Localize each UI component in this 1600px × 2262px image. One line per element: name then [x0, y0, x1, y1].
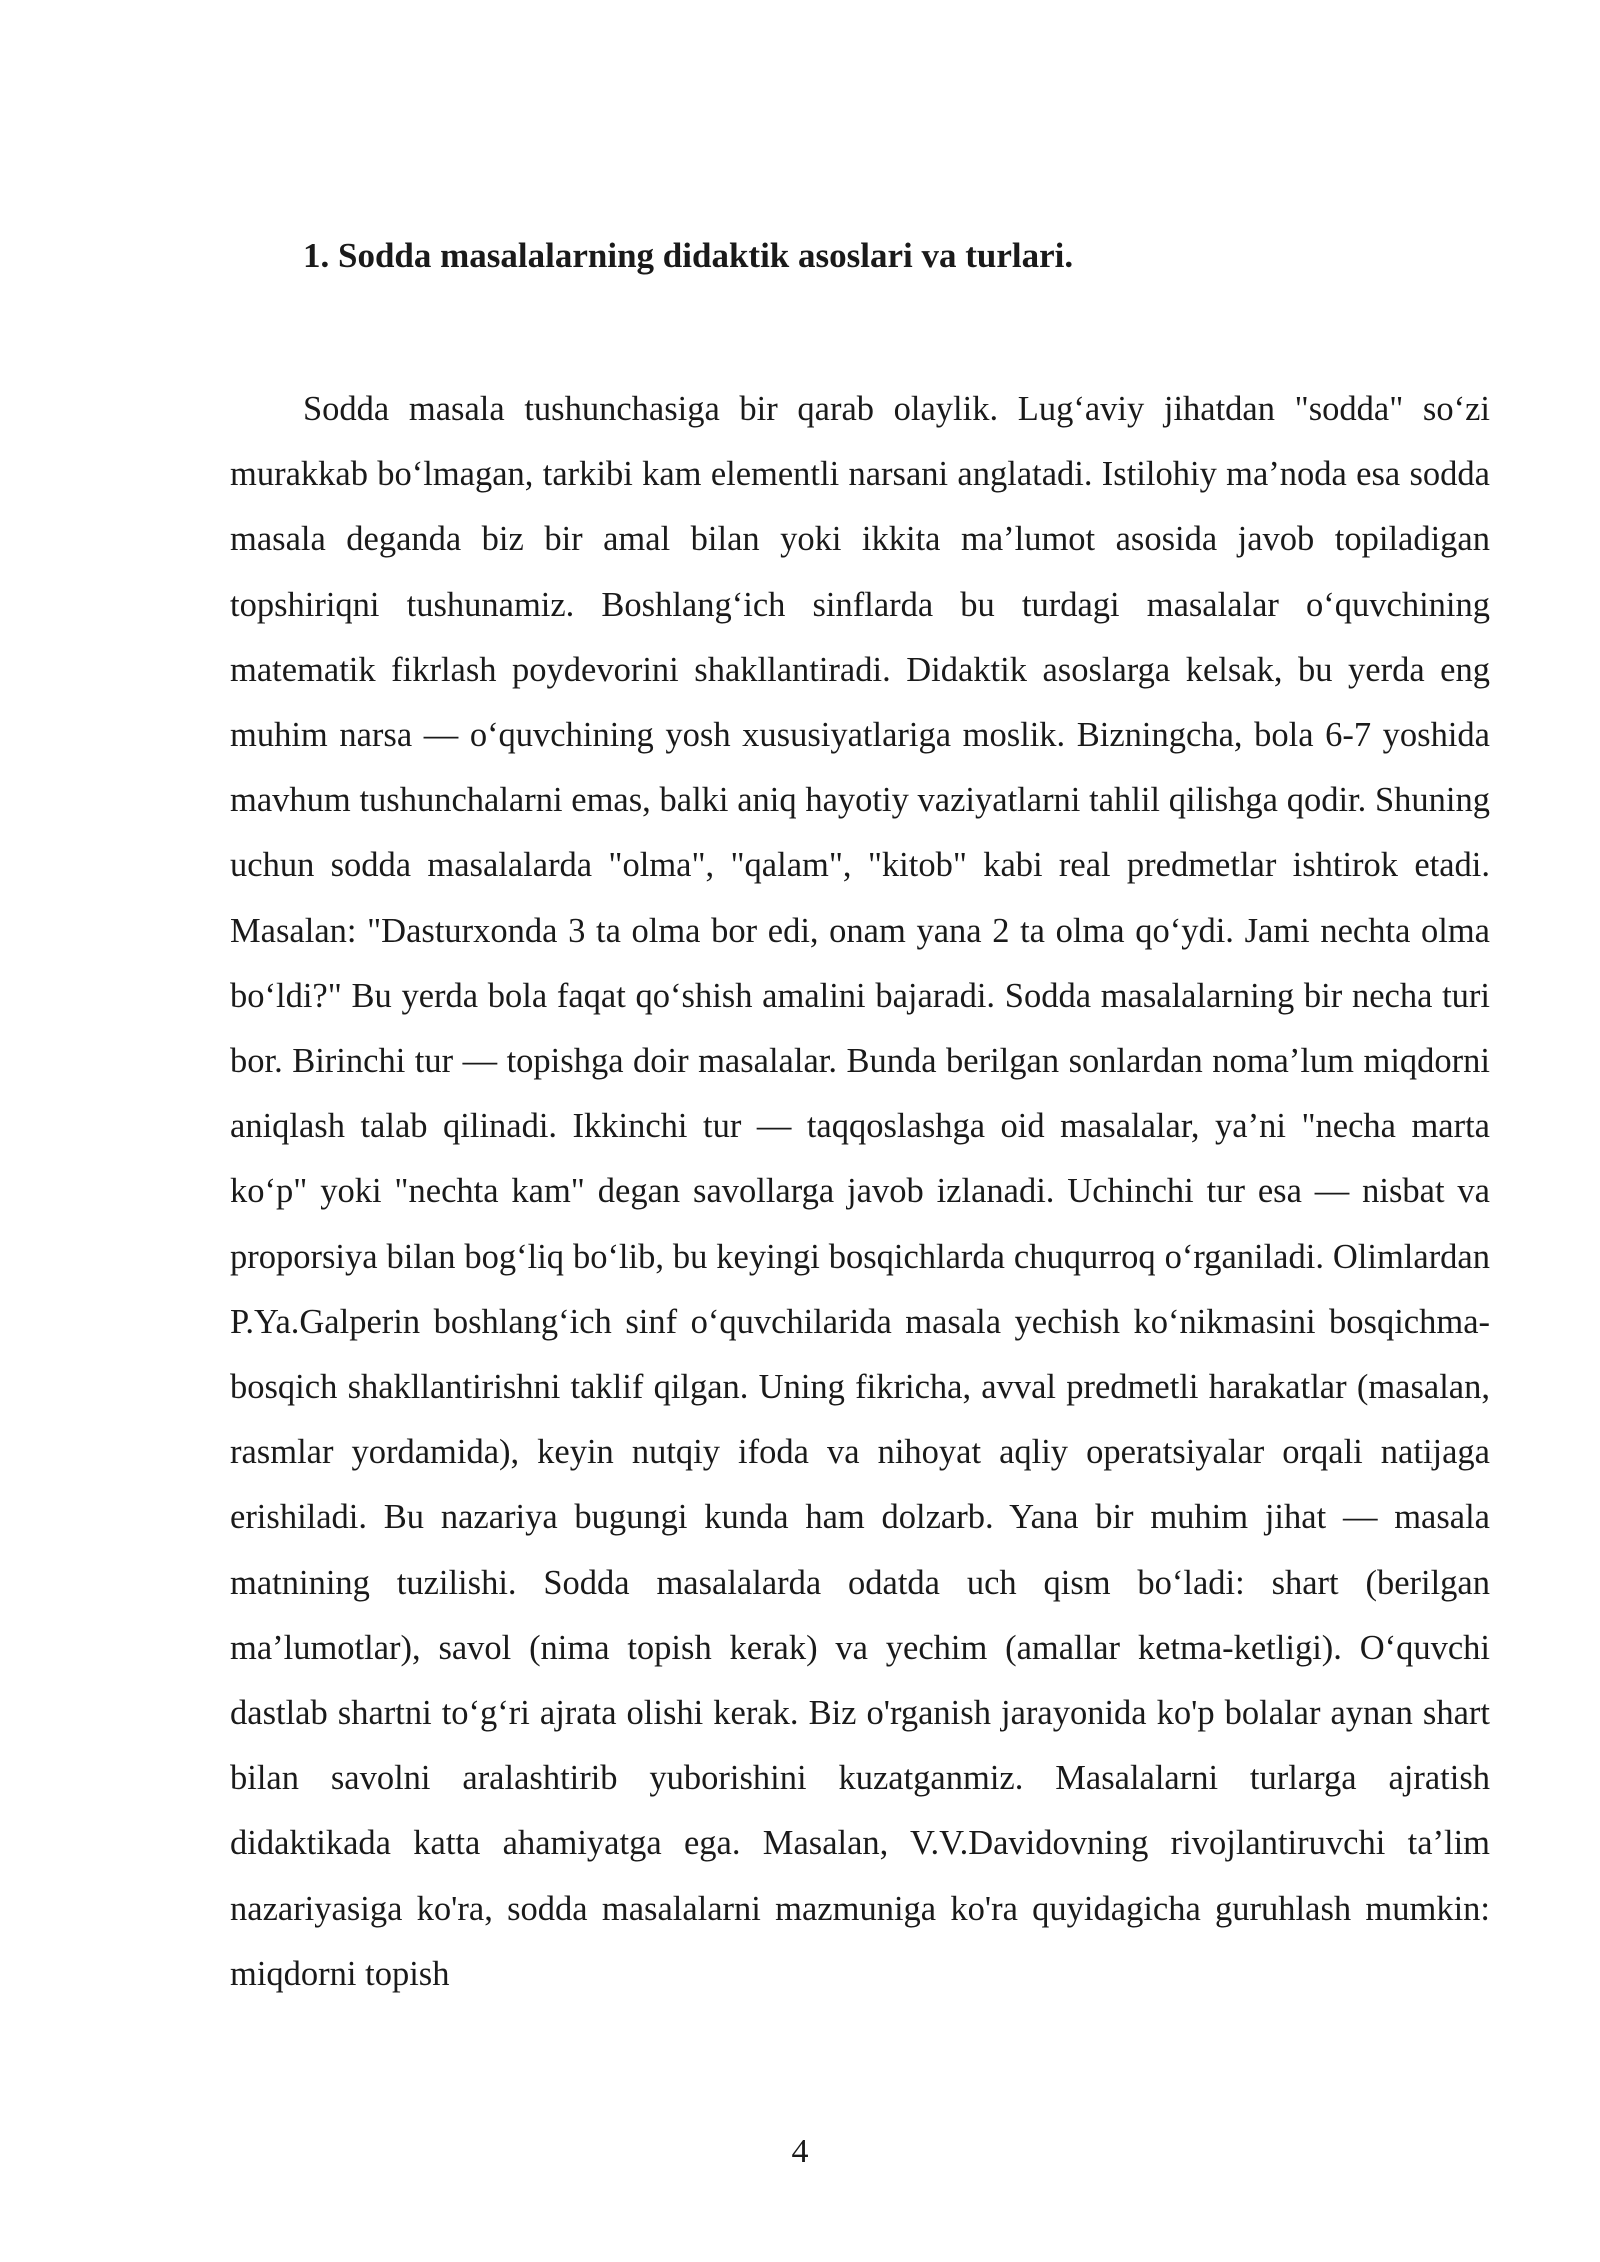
page-number: 4 — [791, 2133, 809, 2170]
body-paragraph: Sodda masala tushunchasiga bir qarab olaylik. Lug‘aviy jihatdan "sodda" so‘zi murakkab bo‘lmagan, tarkibi kam elementli narsani anglatadi. Istilohiy ma’noda esa sodda masala deganda biz bir amal bilan yoki ikkita ma’lumot asosida javob topiladigan topshiriqni tushunamiz. Boshlang‘ich sinflarda bu turdagi masalalar o‘quvchining matematik fikrlash poydevorini shakllantiradi. Didaktik asoslarga kelsak, bu yerda eng muhim narsa — o‘quvchining yosh xususiyatlariga moslik. Bizningcha, bola 6-7 yoshida mavhum tushunchalarni emas, balki aniq hayotiy vaziyatlarni tahlil qilishga qodir. Shuning uchun sodda masalalarda "olma", "qalam", "kitob" kabi real predmetlar ishtirok etadi. Masalan: "Dasturxonda 3 ta olma bor edi, onam yana 2 ta olma qo‘ydi. Jami nechta olma bo‘ldi?" Bu yerda bola faqat qo‘shish amalini bajaradi. Sodda masalalarning bir necha turi bor. Birinchi tur — topishga doir masalalar. Bunda berilgan sonlardan noma’lum miqdorni aniqlash talab qilinadi. Ikkinchi tur — taqqoslashga oid masalalar, ya’ni "necha marta ko‘p" yoki "nechta kam" degan savollarga javob izlanadi. Uchinchi tur esa — nisbat va proporsiya bilan bog‘liq bo‘lib, bu keyingi bosqichlarda chuqurroq o‘rganiladi. Olimlardan P.Ya.Galperin boshlang‘ich sinf o‘quvchilarida masala yechish ko‘nikmasini bosqichma-bosqich shakllantirishni taklif qilgan. Uning fikricha, avval predmetli harakatlar (masalan, rasmlar yordamida), keyin nutqiy ifoda va nihoyat aqliy operatsiyalar orqali natijaga erishiladi. Bu nazariya bugungi kunda ham dolzarb. Yana bir muhim jihat — masala matnining tuzilishi. Sodda masalalarda odatda uch qism bo‘ladi: shart (berilgan ma’lumotlar), savol (nima topish kerak) va yechim (amallar ketma-ketligi). O‘quvchi dastlab shartni to‘g‘ri ajrata olishi kerak. Biz o'rganish jarayonida ko'p bolalar aynan shart bilan savolni aralashtirib yuborishini kuzatganmiz. Masalalarni turlarga ajratish didaktikada katta ahamiyatga ega. Masalan, V.V.Davidovning rivojlantiruvchi ta’lim nazariyasiga ko'ra, sodda masalalarni mazmuniga ko'ra quyidagicha guruhlash mumkin: miqdorni topish — [230, 390, 1490, 1993]
section-heading: 1. Sodda masalalarning didaktik asoslari va turlari. — [303, 236, 1074, 275]
